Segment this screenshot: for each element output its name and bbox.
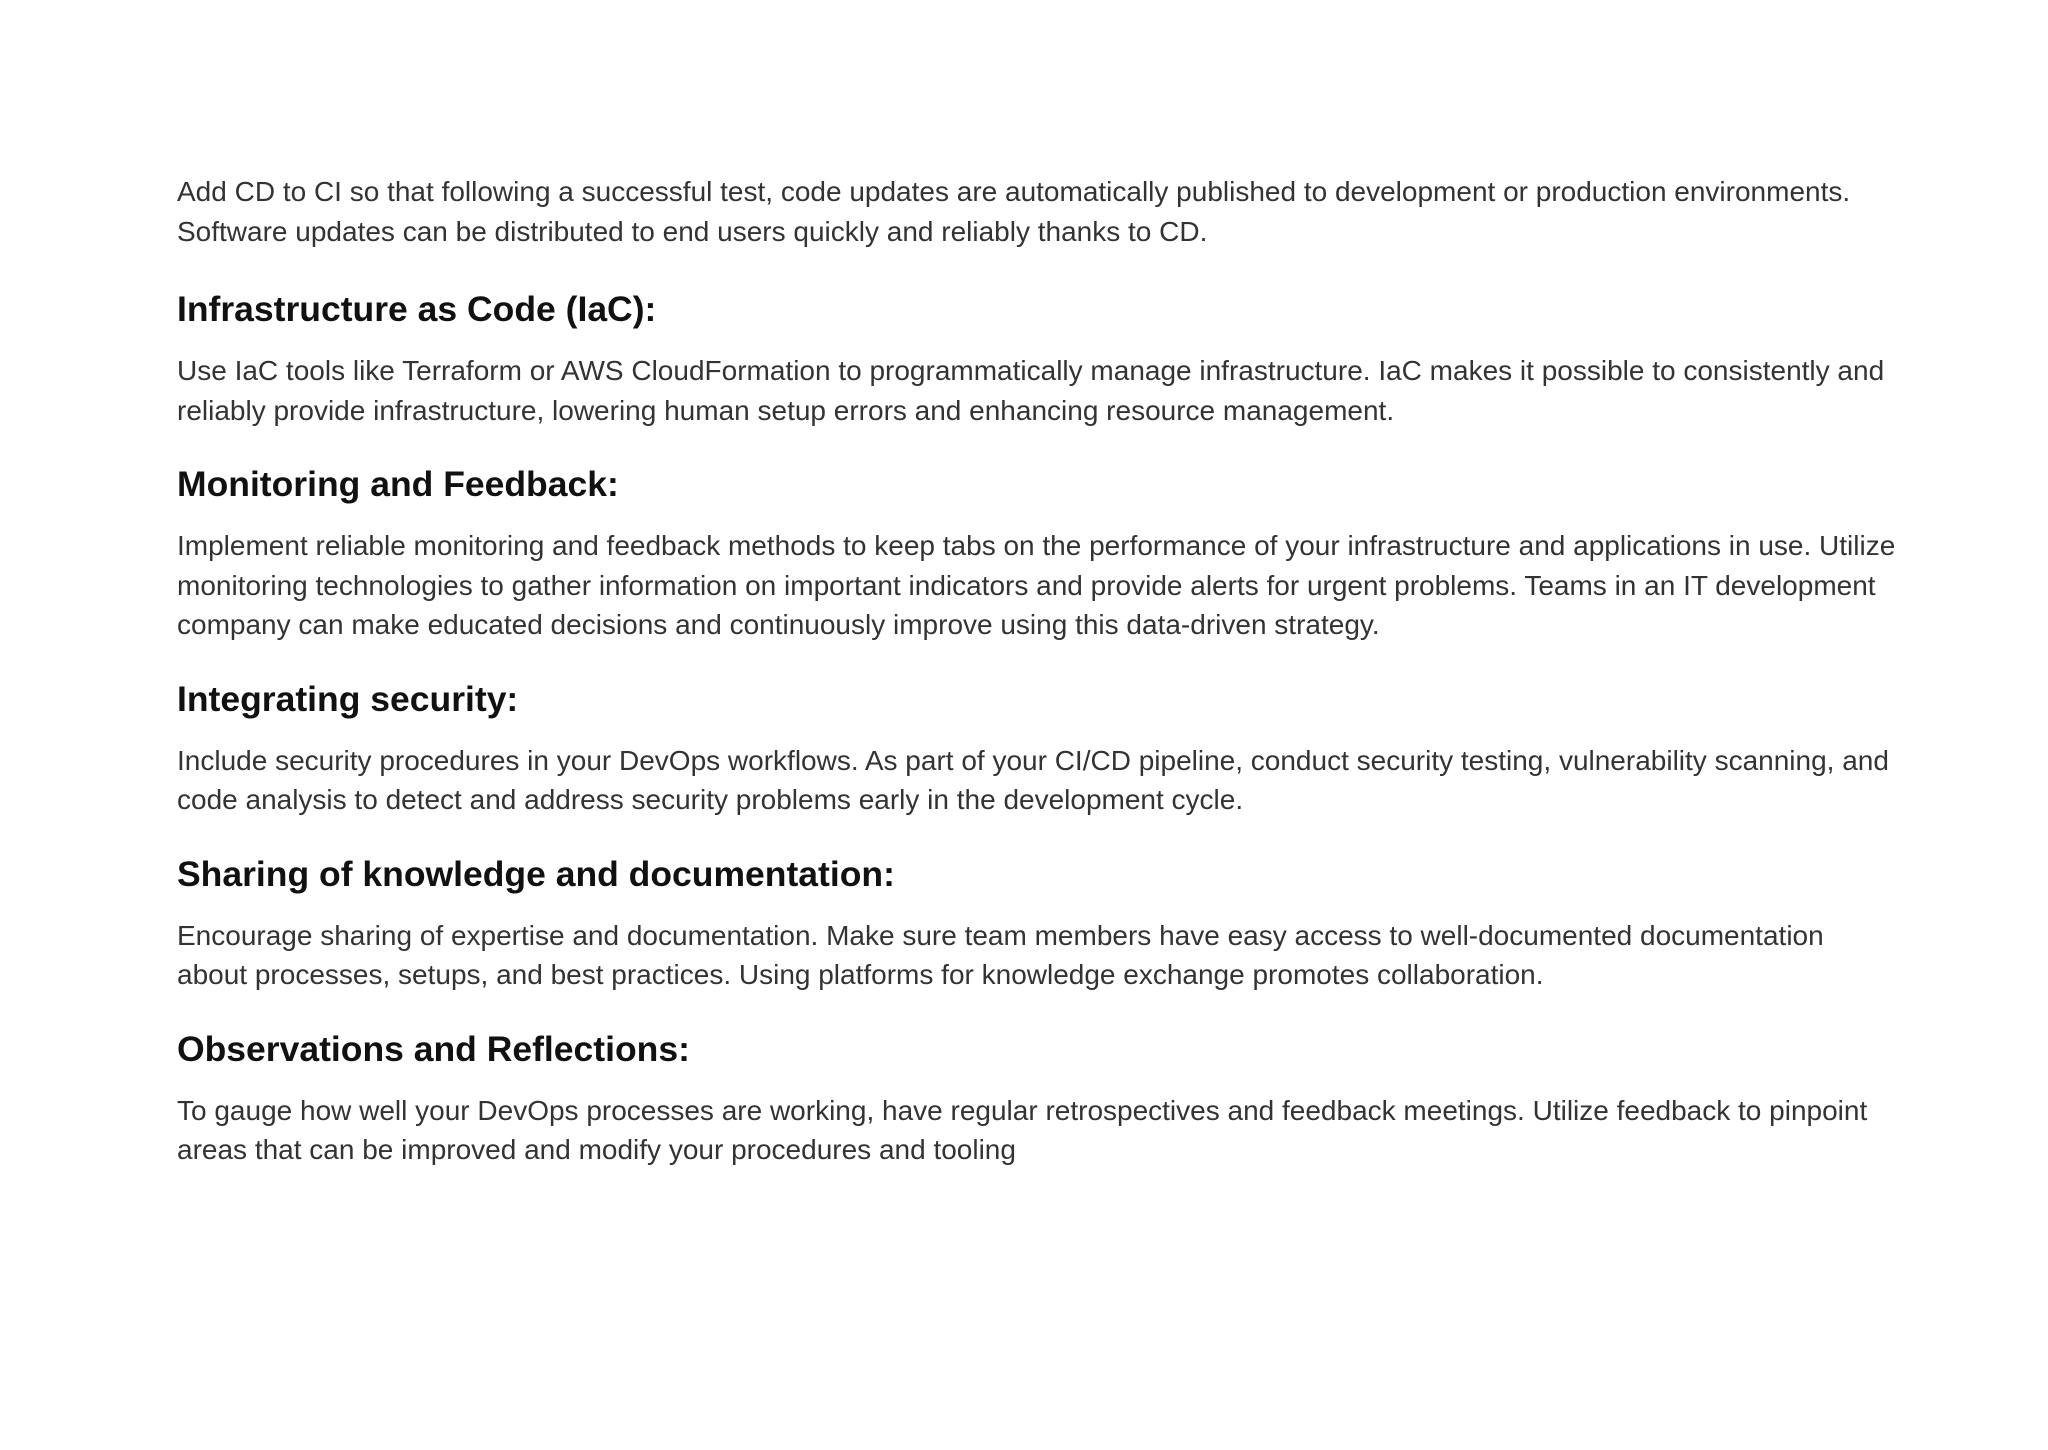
intro-paragraph: Add CD to CI so that following a successful test, code updates are automatically published to development or production environments. Software updates can be distributed to end users quickly and reliably thanks to CD.: [177, 176, 1851, 247]
section-heading-security: Integrating security:: [177, 678, 519, 719]
section-security: [177, 677, 1897, 820]
section-body-knowledge-sharing: Encourage sharing of expertise and documentation. Make sure team members have easy access to well-documented documentation about processes, setups, and best practices. Using platforms for knowledge exchange promotes collaboration.: [177, 919, 1824, 990]
section-body-security: Include security procedures in your DevOps workflows. As part of your CI/CD pipeline, conduct security testing, vulnerability scanning, and code analysis to detect and address security problems early in the development cycle.: [177, 744, 1889, 815]
section-iac: [177, 287, 1897, 430]
section-heading-iac: Infrastructure as Code (IaC):: [177, 289, 657, 329]
document-page: [177, 172, 1897, 1202]
section-observations: [177, 1027, 1897, 1170]
section-monitoring: [177, 462, 1897, 645]
section-body-monitoring: Implement reliable monitoring and feedback methods to keep tabs on the performance of your infrastructure and applications in use. Utilize monitoring technologies to gather information on important indicators and provide alerts for urgent problems. Teams in an IT development company can make educated decisions and continuously improve using this data-driven strategy.: [177, 530, 1896, 640]
section-knowledge-sharing: [177, 852, 1897, 995]
section-heading-observations: Observations and Reflections:: [177, 1028, 690, 1069]
section-body-observations: To gauge how well your DevOps processes are working, have regular retrospectives and feedback meetings. Utilize feedback to pinpoint areas that can be improved and modify your procedures and tooling: [177, 1094, 1868, 1165]
section-body-iac: Use IaC tools like Terraform or AWS CloudFormation to programmatically manage infrastructure. IaC makes it possible to consistently and reliably provide infrastructure, lowering human setup errors and enhancing resource management.: [177, 355, 1885, 426]
section-heading-knowledge-sharing: Sharing of knowledge and documentation:: [177, 853, 895, 894]
section-heading-monitoring: Monitoring and Feedback:: [177, 464, 619, 504]
